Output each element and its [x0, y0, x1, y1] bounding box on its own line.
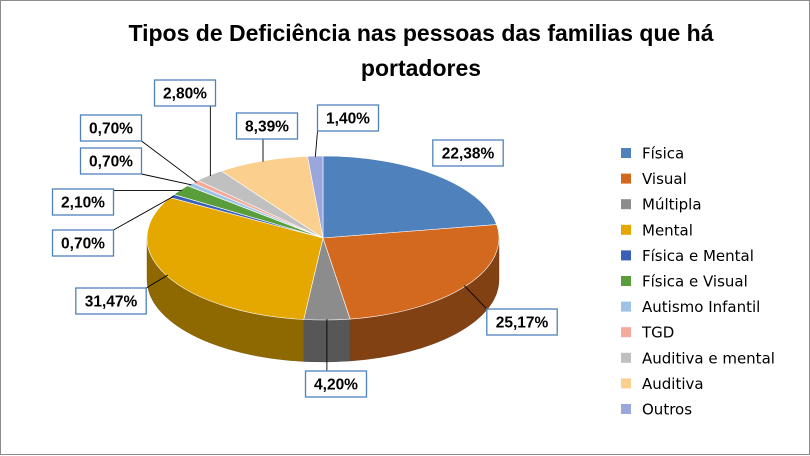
pie-chart [1, 1, 810, 456]
leader-line [315, 131, 317, 157]
pie-slice-fisica [323, 156, 497, 238]
data-label-multipla: 4,20% [314, 376, 358, 394]
legend-label-autismo-infantil: Autismo Infantil [642, 298, 761, 317]
pie-slices [147, 156, 499, 362]
data-label-fisica-e-visual: 2,10% [61, 194, 105, 212]
legend-swatch-tgd [621, 327, 631, 337]
legend-swatch-fisica-e-visual [621, 276, 631, 286]
data-label-visual: 25,17% [495, 314, 549, 332]
legend-swatch-autismo-infantil [621, 302, 631, 312]
legend-label-visual: Visual [642, 170, 687, 189]
data-label-outros: 1,40% [326, 110, 370, 128]
data-label-auditiva: 8,39% [245, 118, 289, 136]
data-label-mental: 31,47% [84, 293, 138, 311]
legend-label-auditiva-e-mental: Auditiva e mental [642, 349, 775, 368]
legend-swatch-auditiva [621, 378, 631, 388]
legend-label-multipla: Múltipla [642, 195, 702, 214]
chart-title-line-2: portadores [360, 55, 482, 81]
data-label-fisica-e-mental: 0,70% [61, 235, 105, 253]
chart-title-line-1: Tipos de Deficiência nas pessoas das familias que há [128, 20, 714, 46]
legend-label-fisica-e-visual: Física e Visual [642, 272, 748, 291]
legend-label-auditiva: Auditiva [642, 374, 704, 393]
legend-swatch-mental [621, 225, 631, 235]
legend-label-fisica: Física [642, 144, 685, 163]
legend-swatch-multipla [621, 199, 631, 209]
legend-label-mental: Mental [642, 221, 693, 240]
legend-swatch-auditiva-e-mental [621, 353, 631, 363]
data-label-autismo-infantil: 0,70% [89, 153, 133, 171]
legend-label-outros: Outros [642, 400, 693, 419]
legend-label-tgd: TGD [642, 323, 675, 342]
legend-swatch-fisica-e-mental [621, 250, 631, 260]
legend [621, 145, 775, 419]
leader-line [142, 174, 192, 185]
legend-swatch-fisica [621, 148, 631, 158]
data-label-tgd: 0,70% [89, 120, 133, 138]
data-label-fisica: 22,38% [441, 145, 495, 163]
legend-swatch-visual [621, 174, 631, 184]
data-label-auditiva-e-mental: 2,80% [163, 85, 207, 103]
legend-label-fisica-e-mental: Física e Mental [642, 246, 754, 265]
legend-swatch-outros [621, 404, 631, 414]
